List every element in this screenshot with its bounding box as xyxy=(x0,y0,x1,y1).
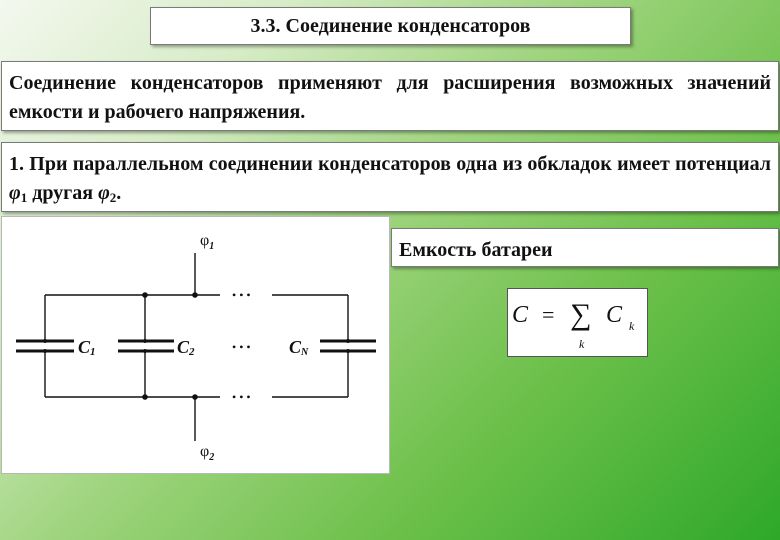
intro-paragraph: Соединение конденсаторов применяют для расширения возможных значений емкости и рабочего напряжения. xyxy=(1,61,779,131)
formula-svg xyxy=(508,289,649,358)
formula-lhs: C xyxy=(512,302,529,328)
junction-dot xyxy=(142,292,148,298)
slide-title: 3.3. Соединение конденсаторов xyxy=(150,7,631,45)
c2-label: C2 xyxy=(177,337,195,358)
battery-capacity-label: Емкость батареи xyxy=(391,228,779,267)
phi2-symbol: φ xyxy=(98,182,110,204)
parallel-between: другая xyxy=(27,182,99,204)
junction-dot xyxy=(192,292,198,298)
cn-label: CN xyxy=(289,337,309,358)
formula-equals: = xyxy=(542,302,555,327)
formula-sum-index: k xyxy=(579,337,585,351)
phi-bottom-label: $\varphi_2$ xyxy=(200,443,215,463)
lead-dot xyxy=(143,349,147,353)
formula-sigma: ∑ xyxy=(570,298,592,331)
c1-label: C1 xyxy=(78,337,96,358)
ellipsis-top: • • • xyxy=(232,288,251,302)
ellipsis-middle: • • • xyxy=(232,340,251,354)
parallel-text: 1. При параллельном соединении конденсаторов одна из обкладок имеет потенциал xyxy=(9,153,771,175)
phi-top-label: $\varphi_1$ xyxy=(200,232,215,252)
formula-rhs-subscript: k xyxy=(629,319,635,333)
lead-dot xyxy=(143,339,147,343)
formula-rhs: C xyxy=(606,302,623,328)
phi2-subscript: 2 xyxy=(109,190,117,205)
capacitance-formula xyxy=(507,288,648,357)
lead-dot xyxy=(43,349,47,353)
parallel-end: . xyxy=(116,182,122,204)
circuit-svg xyxy=(2,217,391,475)
phi1-subscript: 1 xyxy=(20,190,28,205)
parallel-circuit-diagram xyxy=(1,216,390,474)
lead-dot xyxy=(346,349,350,353)
lead-dot xyxy=(43,339,47,343)
parallel-paragraph xyxy=(1,142,779,212)
phi1-symbol: φ xyxy=(9,182,21,204)
junction-dot xyxy=(142,394,148,400)
lead-dot xyxy=(346,339,350,343)
ellipsis-bottom: • • • xyxy=(232,390,251,404)
junction-dot xyxy=(192,394,198,400)
